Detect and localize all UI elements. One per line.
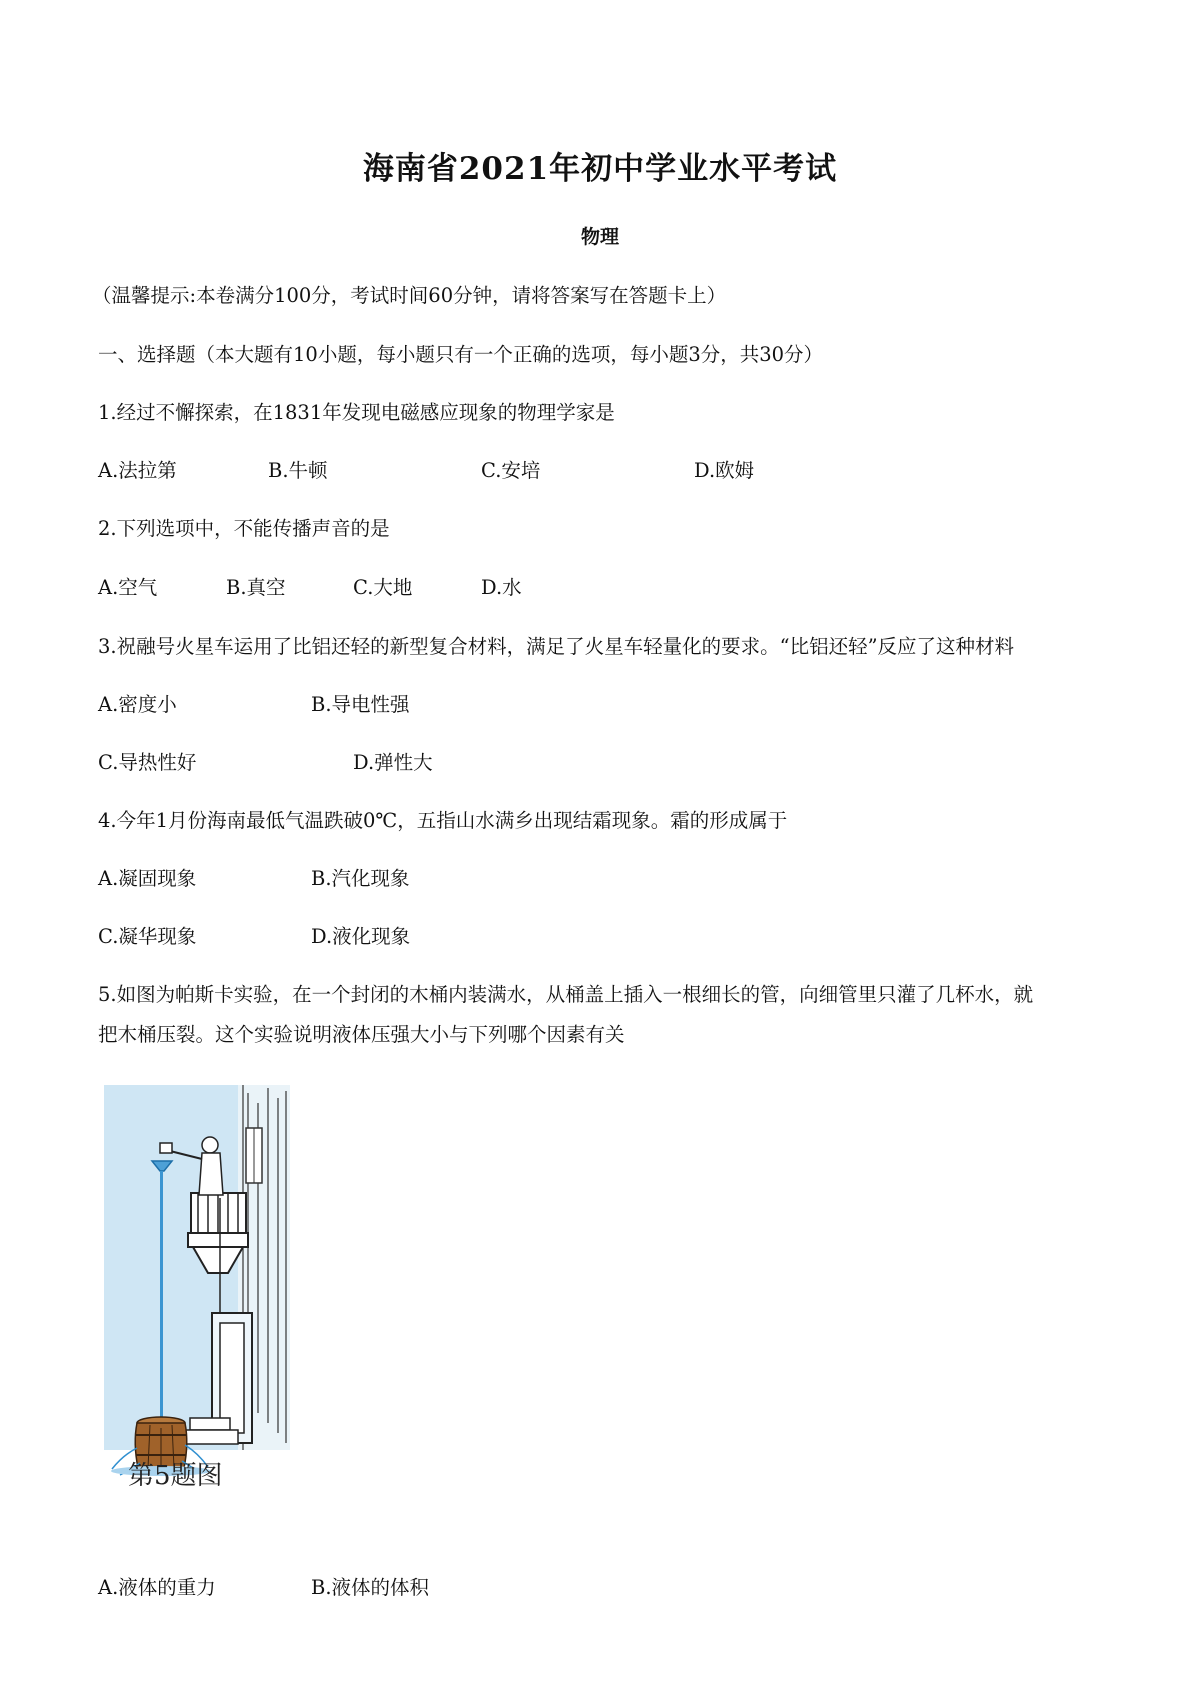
question-5-option-a: A.液体的重力 (98, 1576, 216, 1599)
exam-notice: （温馨提示:本卷满分100分，考试时间60分钟，请将答案写在答题卡上） (92, 284, 727, 307)
question-5-stem-line-1: 5.如图为帕斯卡实验，在一个封闭的木桶内装满水，从桶盖上插入一根细长的管，向细管里只灌了几杯水，就 (98, 983, 1034, 1006)
question-1-option-d: D.欧姆 (694, 459, 755, 482)
question-2-option-d: D.水 (481, 576, 522, 599)
question-1-stem: 1.经过不懈探索，在1831年发现电磁感应现象的物理学家是 (98, 401, 615, 424)
question-1-option-b: B.牛顿 (268, 459, 328, 482)
question-4-option-b: B.汽化现象 (311, 867, 410, 890)
question-1-option-c: C.安培 (481, 459, 541, 482)
question-4-option-a: A.凝固现象 (98, 867, 197, 890)
question-3-stem: 3.祝融号火星车运用了比铝还轻的新型复合材料，满足了火星车轻量化的要求。“比铝还轻”反应了这种材料 (98, 635, 1015, 658)
exam-title: 海南省2021年初中学业水平考试 (362, 151, 838, 187)
figure-caption: 第5题图 (128, 1461, 223, 1491)
question-3-option-b: B.导电性强 (311, 693, 410, 716)
question-2-option-c: C.大地 (353, 576, 413, 599)
section-heading: 一、选择题（本大题有10小题，每小题只有一个正确的选项，每小题3分，共30分） (98, 343, 824, 366)
question-3-option-c: C.导热性好 (98, 751, 197, 774)
exam-subject: 物理 (580, 226, 619, 248)
question-1-option-a: A.法拉第 (98, 459, 177, 482)
question-2-option-b: B.真空 (226, 576, 286, 599)
pascal-barrel-illustration (98, 1083, 294, 1496)
question-3-option-a: A.密度小 (98, 693, 177, 716)
question-4-option-c: C.凝华现象 (98, 925, 197, 948)
question-4-option-d: D.液化现象 (311, 925, 411, 948)
question-2-stem: 2.下列选项中，不能传播声音的是 (98, 517, 390, 540)
question-5-stem-line-2: 把木桶压裂。这个实验说明液体压强大小与下列哪个因素有关 (98, 1023, 625, 1046)
question-3-option-d: D.弹性大 (353, 751, 433, 774)
question-4-stem: 4.今年1月份海南最低气温跌破0℃，五指山水满乡出现结霜现象。霜的形成属于 (98, 809, 788, 832)
question-5-option-b: B.液体的体积 (311, 1576, 430, 1599)
question-2-option-a: A.空气 (98, 576, 158, 599)
pascal-barrel-figure (98, 1083, 294, 1496)
